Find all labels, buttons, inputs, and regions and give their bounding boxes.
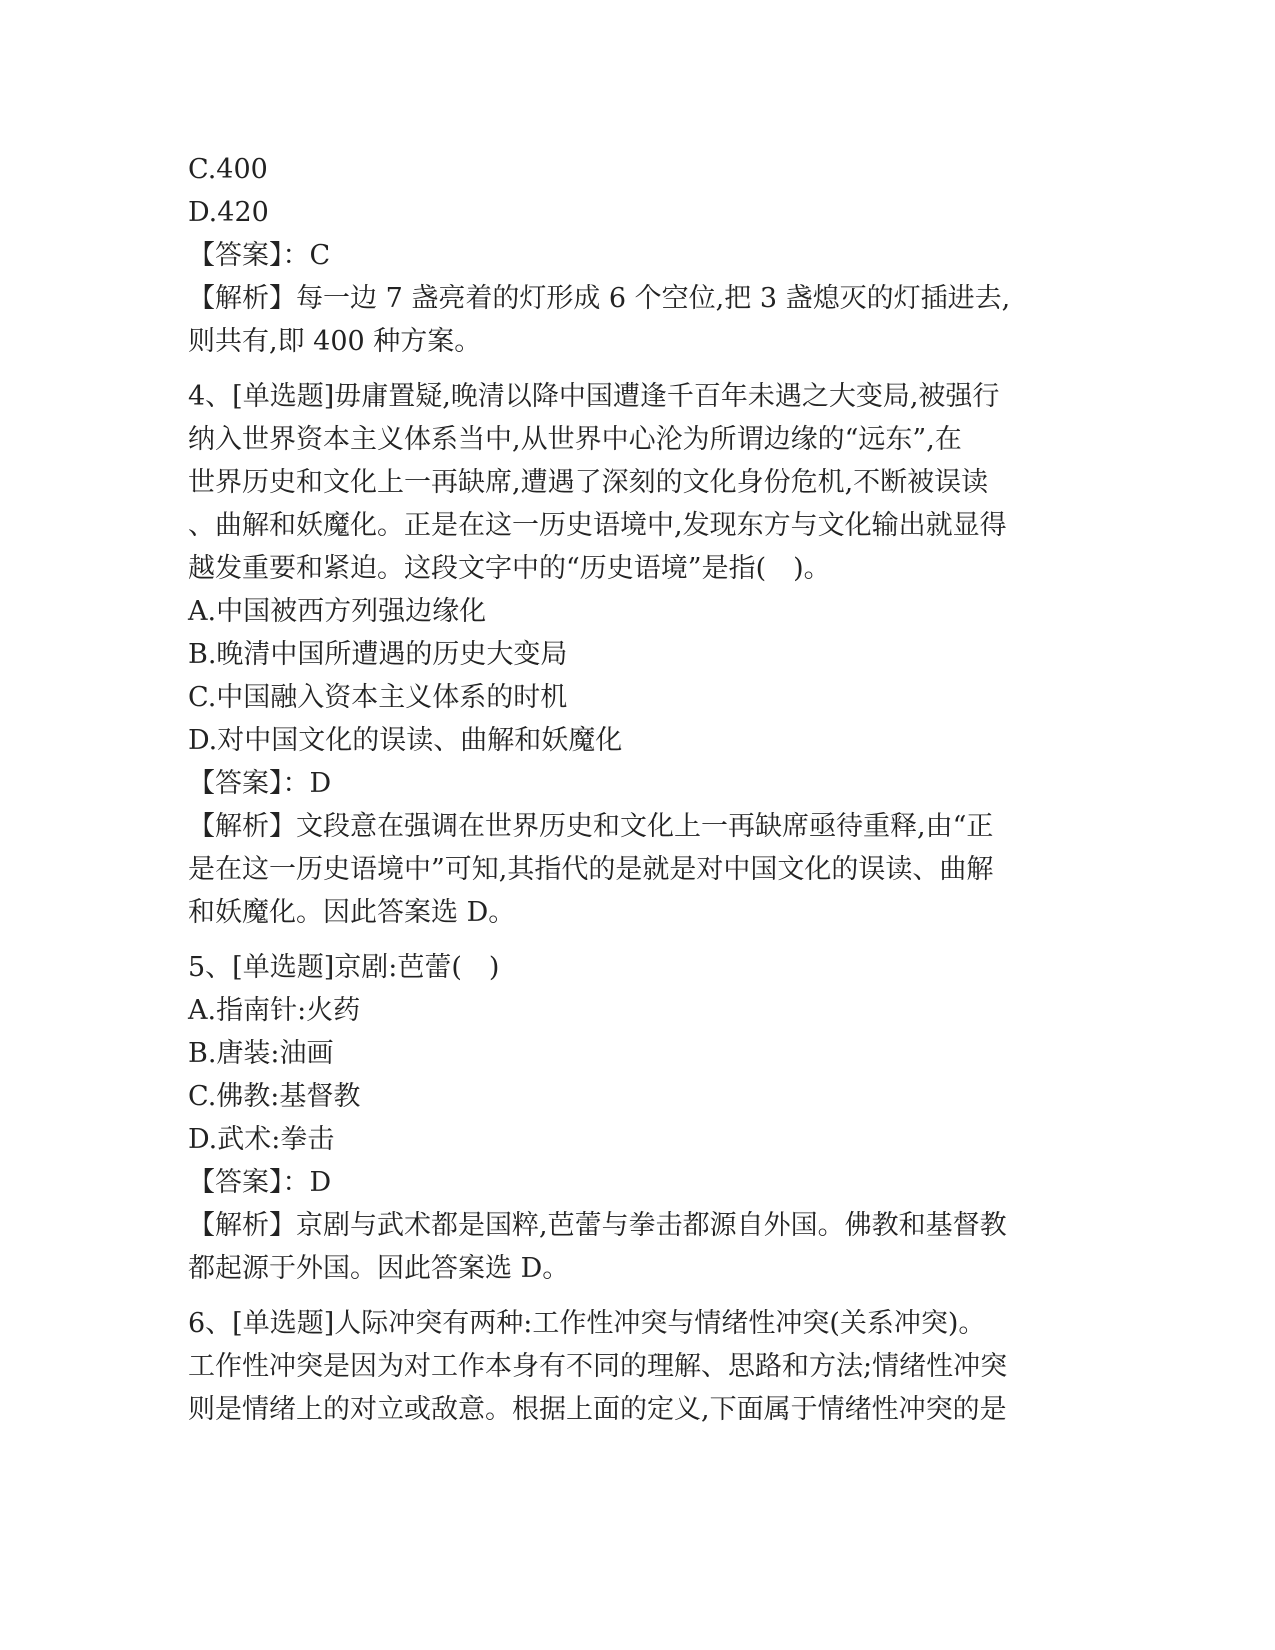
analysis-line: 都起源于外国。因此答案选 D。 (188, 1253, 570, 1284)
question-stem-line: 工作性冲突是因为对工作本身有不同的理解、思路和方法;情绪性冲突 (188, 1351, 1008, 1382)
option-c: C.中国融入资本主义体系的时机 (188, 682, 568, 713)
analysis-line: 则共有,即 400 种方案。 (188, 326, 482, 357)
option-a: A.指南针:火药 (188, 995, 361, 1026)
question-stem-line: 纳入世界资本主义体系当中,从世界中心沦为所谓边缘的“远东”,在 (188, 424, 962, 455)
option-d: D.武术:拳击 (188, 1124, 335, 1155)
answer: 【答案】：D (188, 768, 332, 799)
option-b: B.晚清中国所遭遇的历史大变局 (188, 639, 568, 670)
question-stem-line: 4、[单选题]毋庸置疑,晚清以降中国遭逢千百年未遇之大变局,被强行 (188, 381, 1000, 412)
question-stem-line: 5、[单选题]京剧:芭蕾( ) (188, 952, 500, 983)
option-d: D.对中国文化的误读、曲解和妖魔化 (188, 725, 623, 756)
analysis-line: 【解析】京剧与武术都是国粹,芭蕾与拳击都源自外国。佛教和基督教 (188, 1210, 1007, 1241)
question-6 (188, 1302, 1088, 1431)
analysis-line: 是在这一历史语境中”可知,其指代的是就是对中国文化的误读、曲解 (188, 854, 994, 885)
question-stem-line: 世界历史和文化上一再缺席,遭遇了深刻的文化身份危机,不断被误读 (188, 467, 989, 498)
analysis-line: 【解析】每一边 7 盏亮着的灯形成 6 个空位,把 3 盏熄灭的灯插进去, (188, 283, 1011, 314)
spacer (188, 934, 1088, 946)
answer: 【答案】：D (188, 1167, 332, 1198)
question-4 (188, 375, 1088, 934)
spacer (188, 363, 1088, 375)
option-a: A.中国被西方列强边缘化 (188, 596, 487, 627)
spacer (188, 1290, 1088, 1302)
question-stem-line: 则是情绪上的对立或敌意。根据上面的定义,下面属于情绪性冲突的是 (188, 1394, 1007, 1425)
question-5 (188, 946, 1088, 1290)
analysis-line: 【解析】文段意在强调在世界历史和文化上一再缺席亟待重释,由“正 (188, 811, 994, 842)
option-b: B.唐装:油画 (188, 1038, 334, 1069)
answer: 【答案】：C (188, 240, 331, 271)
question-stem-line: 6、[单选题]人际冲突有两种:工作性冲突与情绪性冲突(关系冲突)。 (188, 1308, 986, 1339)
option-c: C.400 (188, 154, 268, 185)
question-3-tail (188, 148, 1088, 363)
analysis-line: 和妖魔化。因此答案选 D。 (188, 897, 516, 928)
option-c: C.佛教:基督教 (188, 1081, 361, 1112)
question-stem-line: 、曲解和妖魔化。正是在这一历史语境中,发现东方与文化输出就显得 (188, 510, 1007, 541)
question-stem-line: 越发重要和紧迫。这段文字中的“历史语境”是指( )。 (188, 553, 831, 584)
option-d: D.420 (188, 197, 269, 228)
exam-page (188, 148, 1088, 1431)
